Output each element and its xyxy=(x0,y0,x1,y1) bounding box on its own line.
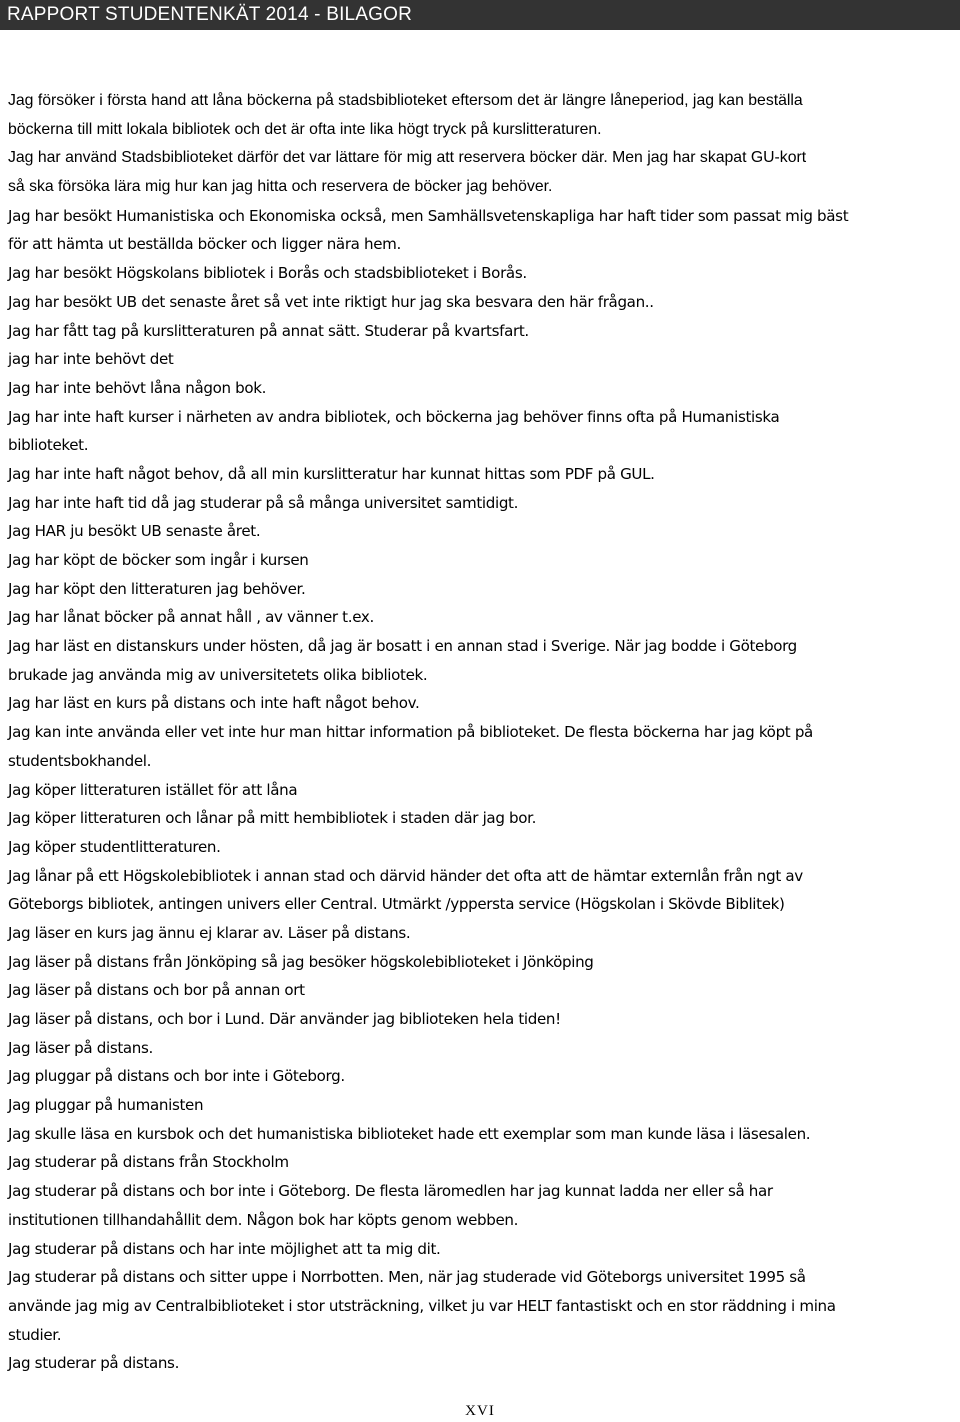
text-line: Jag lånar på ett Högskolebibliotek i annan stad och därvid händer det ofta att de hämtar externlån från ngt av xyxy=(8,866,803,885)
text-line: Jag studerar på distans och bor inte i Göteborg. De flesta läromedlen har jag kunnat ladda ner eller så har xyxy=(8,1182,773,1201)
text-line: så ska försöka lära mig hur kan jag hitta och reservera de böcker jag behöver. xyxy=(8,178,553,196)
text-line: böckerna till mitt lokala bibliotek och det är ofta inte lika högt tryck på kurslitteraturen. xyxy=(8,120,602,138)
text-line: Jag köper litteraturen och lånar på mitt hembibliotek i staden där jag bor. xyxy=(8,809,537,828)
text-line: Jag studerar på distans och sitter uppe i Norrbotten. Men, när jag studerade vid Göteborgs universitet 1995 så xyxy=(8,1268,806,1287)
text-line: Jag har inte behövt låna någon bok. xyxy=(8,378,267,397)
text-line: Jag studerar på distans och har inte möjlighet att ta mig dit. xyxy=(8,1239,441,1258)
text-line: Jag har besökt Humanistiska och Ekonomiska också, men Samhällsvetenskapliga har haft tider som passat mig bäst xyxy=(8,206,849,225)
text-line: Jag har besökt UB det senaste året så vet inte riktigt hur jag ska besvara den här frågan.. xyxy=(8,292,654,311)
text-line: Jag har använd Stadsbiblioteket därför det var lättare för mig att reservera böcker där. Men jag har skapat GU-kort xyxy=(8,149,807,167)
text-line: Jag läser på distans och bor på annan ort xyxy=(8,981,305,1000)
report-title: RAPPORT STUDENTENKÄT 2014 - BILAGOR xyxy=(7,4,413,25)
text-line: Jag har inte haft något behov, då all min kurslitteratur har kunnat hittas som PDF på GUL. xyxy=(8,464,655,483)
text-line: Jag har besökt Högskolans bibliotek i Borås och stadsbiblioteket i Borås. xyxy=(8,264,527,283)
text-line: Jag läser en kurs jag ännu ej klarar av. Läser på distans. xyxy=(8,923,411,942)
text-line: Jag har köpt den litteraturen jag behöver. xyxy=(8,579,306,598)
text-line: biblioteket. xyxy=(8,436,89,455)
text-line: Jag köper litteraturen istället för att låna xyxy=(8,780,298,799)
text-line: Jag läser på distans. xyxy=(8,1038,153,1057)
text-line: Jag kan inte använda eller vet inte hur man hittar information på biblioteket. De flesta böckerna har jag köpt på xyxy=(8,723,813,742)
text-line: Jag har läst en distanskurs under hösten, då jag är bosatt i en annan stad i Sverige. När jag bodde i Göteborg xyxy=(8,637,797,656)
document-body xyxy=(8,87,954,1378)
text-line: använde jag mig av Centralbiblioteket i stor utsträckning, vilket ju var HELT fantastiskt och en stor räddning i mina xyxy=(8,1296,836,1315)
text-line: Jag studerar på distans från Stockholm xyxy=(8,1153,289,1172)
text-line: Jag har inte haft tid då jag studerar på så många universitet samtidigt. xyxy=(8,493,519,512)
page-number: XVI xyxy=(465,1403,495,1419)
text-line: Jag köper studentlitteraturen. xyxy=(8,837,221,856)
text-line: Jag HAR ju besökt UB senaste året. xyxy=(8,522,261,541)
text-line: Jag har köpt de böcker som ingår i kursen xyxy=(8,551,309,569)
text-line: Jag har inte haft kurser i närheten av andra bibliotek, och böckerna jag behöver finns ofta på Humanistiska xyxy=(8,407,780,426)
header-bar xyxy=(0,0,960,30)
text-line: studier. xyxy=(8,1325,62,1344)
text-line: Jag har läst en kurs på distans och inte haft något behov. xyxy=(8,694,420,713)
text-line: Göteborgs bibliotek, antingen univers eller Central. Utmärkt /yppersta service (Högskolan i Skövde Biblitek) xyxy=(8,895,785,914)
text-line: Jag studerar på distans. xyxy=(8,1354,180,1373)
text-line: jag har inte behövt det xyxy=(8,350,174,369)
text-line: Jag har lånat böcker på annat håll , av vänner t.ex. xyxy=(8,608,374,627)
text-line: Jag pluggar på humanisten xyxy=(8,1096,204,1115)
text-line: Jag pluggar på distans och bor inte i Göteborg. xyxy=(8,1067,345,1086)
text-line: Jag försöker i första hand att låna böckerna på stadsbiblioteket eftersom det är längre låneperiod, jag kan beställa xyxy=(8,92,803,109)
text-line: för att hämta ut beställda böcker och ligger nära hem. xyxy=(8,235,401,254)
text-line: brukade jag använda mig av universitetets olika bibliotek. xyxy=(8,665,428,684)
text-line: Jag läser på distans, och bor i Lund. Där använder jag biblioteken hela tiden! xyxy=(8,1010,561,1028)
text-line: studentsbokhandel. xyxy=(8,751,152,770)
text-line: Jag skulle läsa en kursbok och det humanistiska biblioteket hade ett exemplar som man kunde läsa i läsesalen. xyxy=(8,1124,811,1143)
text-line: Jag har fått tag på kurslitteraturen på annat sätt. Studerar på kvartsfart. xyxy=(8,321,529,340)
text-line: institutionen tillhandahållit dem. Någon bok har köpts genom webben. xyxy=(8,1210,519,1229)
text-line: Jag läser på distans från Jönköping så jag besöker högskolebiblioteket i Jönköping xyxy=(8,952,594,971)
